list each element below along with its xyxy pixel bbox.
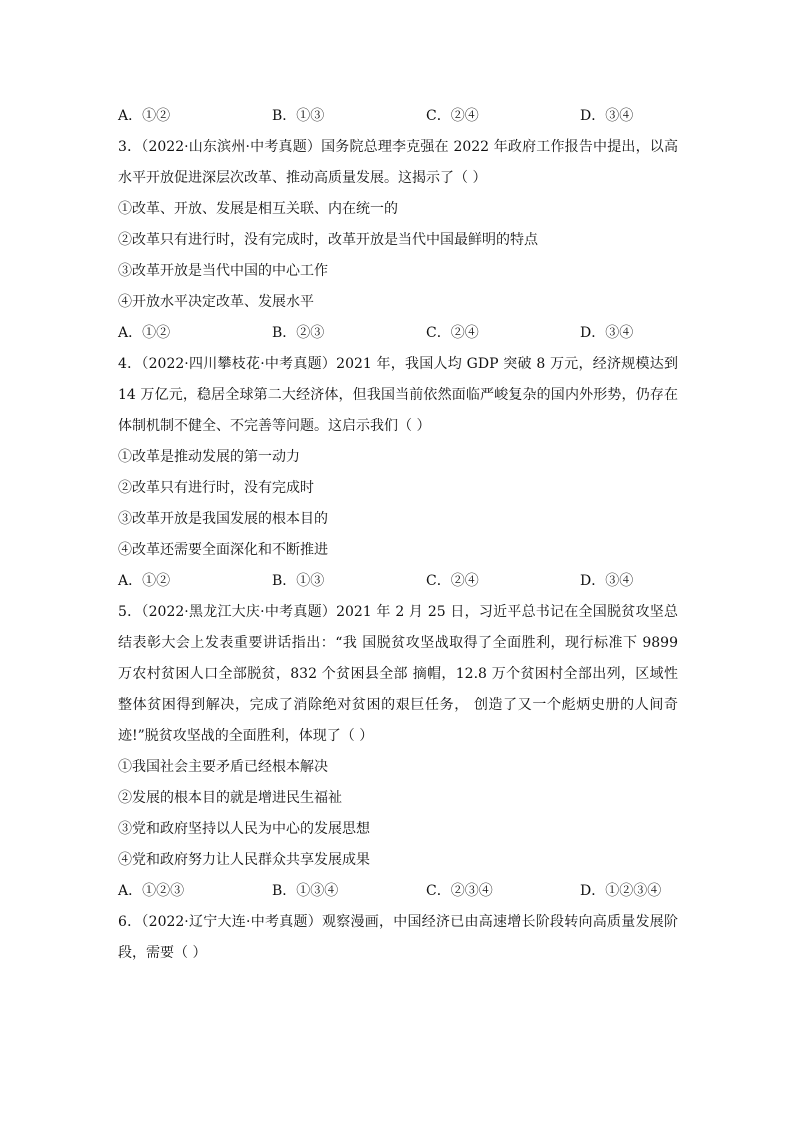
statement: ②发展的根本目的就是增进民生福祉 (118, 790, 342, 806)
option-c: C．②④ (426, 573, 479, 589)
option-d: D．③④ (580, 325, 634, 341)
options-row (118, 876, 678, 907)
option-d: D．①②③④ (580, 883, 662, 899)
question-4 (118, 349, 678, 597)
option-b: B．①③④ (272, 883, 339, 899)
statement: ④党和政府努力让人民群众共享发展成果 (118, 852, 370, 868)
option-c: C．②④ (426, 108, 479, 124)
options-row (118, 566, 678, 597)
statement: ①改革是推动发展的第一动力 (118, 449, 300, 465)
option-a: A．①②③ (118, 883, 185, 899)
statement: ②改革只有进行时，没有完成时，改革开放是当代中国最鲜明的特点 (118, 232, 538, 248)
statement: ③党和政府坚持以人民为中心的发展思想 (118, 821, 370, 837)
statement: ④改革还需要全面深化和不断推进 (118, 542, 328, 558)
statement: ③改革开放是我国发展的根本目的 (118, 511, 328, 527)
question-stem: 4．（2022·四川攀枝花·中考真题）2021 年，我国人均 GDP 突破 8 万元，经济规模达到 14 万亿元，稳居全球第二大经济体，但我国当前依然面临严峻复杂的国内外形势，仍存在体制机制不健全、不完善等问题。这启示我们（ ） (118, 356, 678, 434)
option-d: D．③④ (580, 573, 634, 589)
question-stem: 6．（2022·辽宁大连·中考真题）观察漫画，中国经济已由高速增长阶段转向高质量发展阶段，需要（ ） (118, 914, 678, 961)
option-d: D．③④ (580, 108, 634, 124)
option-a: A．①② (118, 325, 171, 341)
statement: ③改革开放是当代中国的中心工作 (118, 263, 328, 279)
question-stem: 5．（2022·黑龙江大庆·中考真题）2021 年 2 月 25 日，习近平总书记在全国脱贫攻坚总结表彰大会上发表重要讲话指出：“我 国脱贫攻坚战取得了全面胜利，现行标准下 9899 万农村贫困人口全部脱贫，832 个贫困县全部 摘帽，12.8 万个贫困村全部出列，区域性整体贫困得到解决，完成了消除绝对贫困的艰巨任务， 创造了又一个彪炳史册的人间奇迹!”脱贫攻坚战的全面胜利，体现了（ ） (118, 604, 678, 744)
options-row (118, 318, 678, 349)
options-row-prev (118, 101, 678, 132)
question-3 (118, 132, 678, 349)
option-b: B．②③ (272, 325, 325, 341)
page-content (118, 101, 678, 969)
option-a: A．①② (118, 573, 171, 589)
option-b: B．①③ (272, 108, 325, 124)
option-c: C．②③④ (426, 883, 493, 899)
question-6 (118, 907, 678, 969)
question-stem: 3．（2022·山东滨州·中考真题）国务院总理李克强在 2022 年政府工作报告中提出，以高水平开放促进深层次改革、推动高质量发展。这揭示了（ ） (118, 139, 678, 186)
option-a: A．①② (118, 108, 171, 124)
statement: ④开放水平决定改革、发展水平 (118, 294, 314, 310)
statement: ②改革只有进行时，没有完成时 (118, 480, 314, 496)
option-b: B．①③ (272, 573, 325, 589)
statement: ①改革、开放、发展是相互关联、内在统一的 (118, 201, 398, 217)
option-c: C．②④ (426, 325, 479, 341)
statement: ①我国社会主要矛盾已经根本解决 (118, 759, 328, 775)
question-5 (118, 597, 678, 907)
